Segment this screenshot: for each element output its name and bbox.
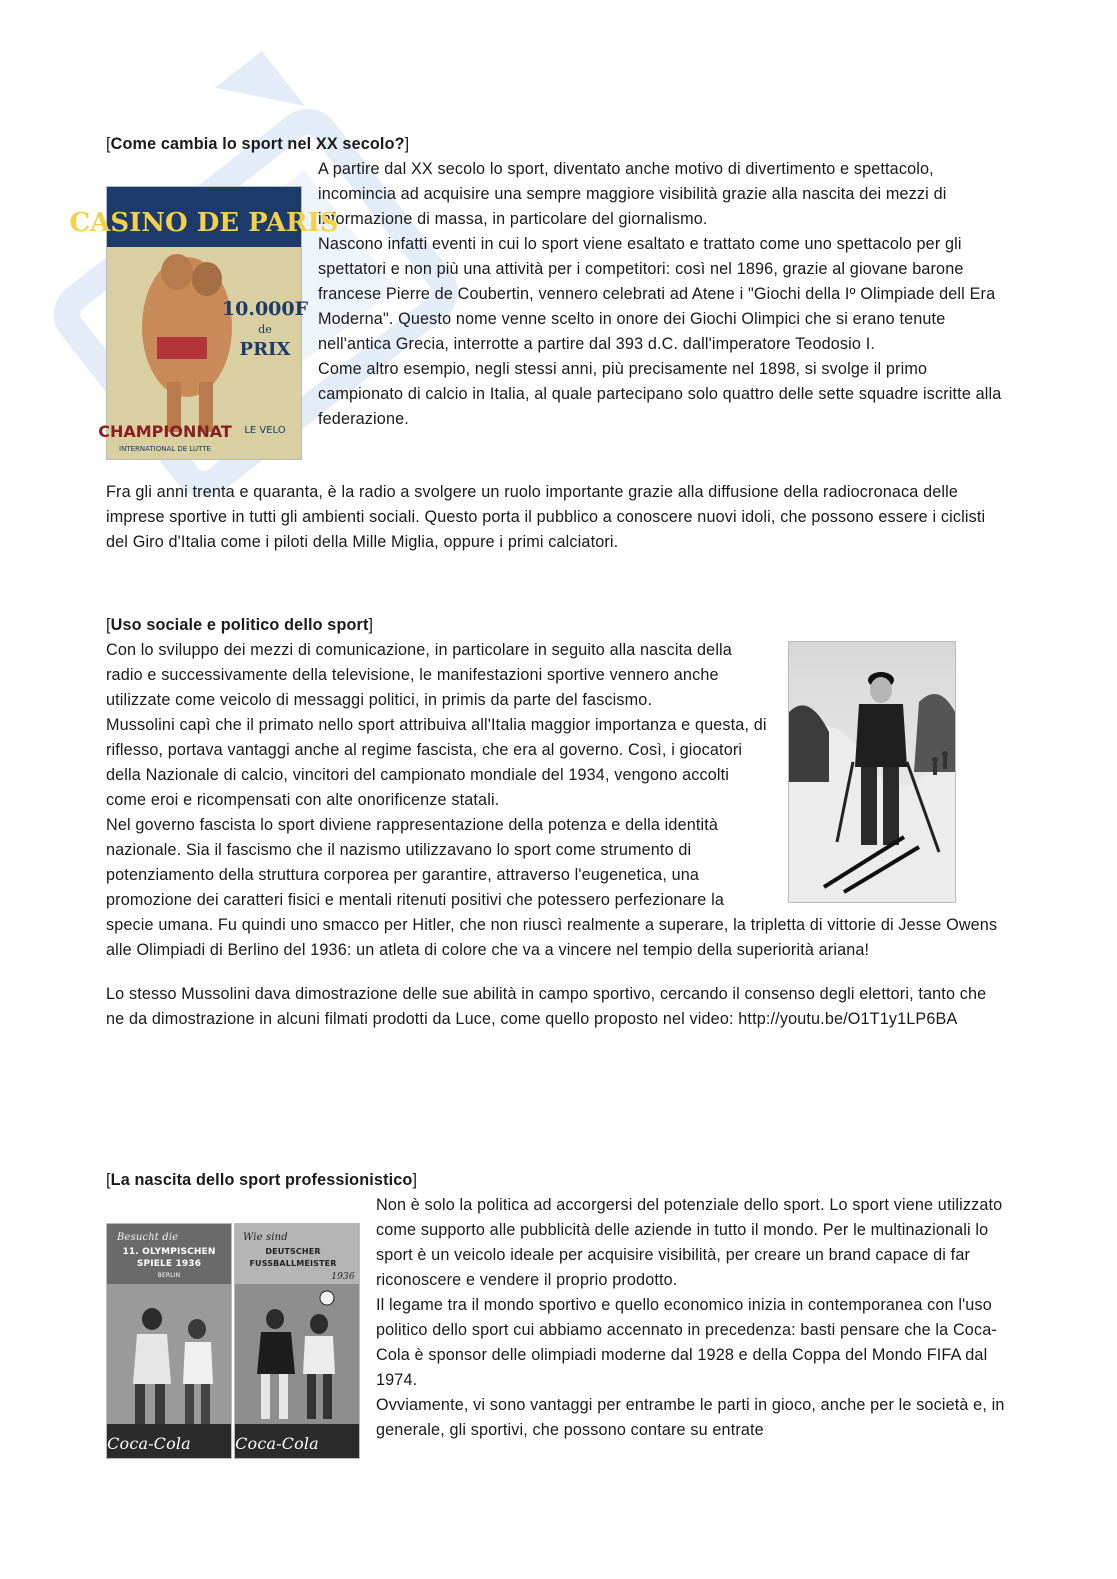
poster-brand: Coca-Cola [107, 1434, 191, 1453]
poster-line1: Wie sind [243, 1232, 288, 1243]
poster-year: 1936 [331, 1272, 355, 1282]
poster-casino-de-paris-visible [69, 186, 339, 460]
poster-city: BERLIN [157, 1272, 181, 1279]
section-heading: [La nascita dello sport professionistico] [106, 1171, 418, 1189]
svg-text:de: de [258, 323, 272, 336]
paragraph: Come altro esempio, negli stessi anni, più precisamente nel 1898, si svolge il primo campionato di calcio in Italia, al quale partecipano solo quattro delle sette squadre iscritte alla federazione. [318, 360, 1002, 428]
svg-text:CHAMPIONNAT: CHAMPIONNAT [98, 422, 232, 441]
poster-brand: Coca-Cola [235, 1434, 319, 1453]
paragraph: A partire dal XX secolo lo sport, diventato anche motivo di divertimento e spettacolo, incomincia ad acquisire una sempre maggiore visibilità grazie alla nascita dei mezzi di informazione di massa, in particolare del giornalismo. [318, 160, 947, 228]
section-heading: [Uso sociale e politico dello sport] [106, 616, 374, 634]
poster-line2: 11. OLYMPISCHEN [122, 1247, 216, 1257]
paragraph: Ovviamente, vi sono vantaggi per entrambe le parti in gioco, anche per le società e, in generale, gli sportivi, che possono contare su entrate [376, 1396, 1005, 1439]
section-uso-sociale [106, 613, 1006, 1032]
section-sport-professionistico [106, 1168, 1006, 1459]
poster-line3: SPIELE 1936 [136, 1259, 202, 1269]
svg-text:PRIX: PRIX [239, 339, 291, 360]
section-sport-xx-secolo [106, 132, 1006, 157]
poster-fussballmeister [234, 1223, 360, 1459]
paragraph: Mussolini capì che il primato nello sport attribuiva all'Italia maggior importanza e questa, di riflesso, portava vantaggi anche al regime fascista, che era al governo. Così, i giocatori della Nazionale di calcio, vincitori del campionato mondiale del 1934, vengono accolti come eroi e ricompensati con alte onorificenze statali. [106, 716, 767, 809]
paragraph: Fra gli anni trenta e quaranta, è la radio a svolgere un ruolo importante grazie alla diffusione della radiocronaca delle imprese sportive in tutti gli ambienti sociali. Questo porta il pubblico a conoscere nuovi idoli, che possono essere i ciclisti del Giro d'Italia come i piloti della Mille Miglia, oppure i primi calciatori. [106, 483, 986, 551]
paragraph: Il legame tra il mondo sportivo e quello economico inizia in contemporanea con l'uso politico dello sport cui abbiamo accennato in precedenza: basti pensare che la Coca-Cola è sponsor delle olimpiadi moderne dal 1928 e della Coppa del Mondo FIFA dal 1974. [376, 1296, 997, 1389]
paragraph: Con lo sviluppo dei mezzi di comunicazione, in particolare in seguito alla nascita della radio e successivamente della televisione, le manifestazioni sportive vennero anche utilizzate come veicolo di messaggi politici, in primis da parte del fascismo. [106, 641, 732, 709]
poster-olympische-spiele [106, 1223, 232, 1459]
coca-cola-posters [106, 1223, 358, 1459]
photo-mussolini-skiing [788, 641, 956, 903]
paragraph: Non è solo la politica ad accorgersi del potenziale dello sport. Lo sport viene utilizzato come supporto alle pubblicità delle aziende in tutto il mondo. Per le multinazionali lo sport è un veicolo ideale per acquisire visibilità, per creare un brand capace di far riconoscere e vendere il proprio prodotto. [376, 1196, 1003, 1289]
svg-text:INTERNATIONAL DE LUTTE: INTERNATIONAL DE LUTTE [119, 445, 211, 453]
poster-title: CASINO DE PARIS [69, 208, 339, 238]
paragraph: Nascono infatti eventi in cui lo sport viene esaltato e trattato come uno spettacolo per gli spettatori e non più una attività per i competitori: così nel 1896, grazie al giovane barone francese Pierre de Coubertin, vennero celebrati ad Atene i "Giochi della Iº Olimpiade dell Era Moderna". Questo nome venne scelto in onore dei Giochi Olimpici che si erano tenute nell'antica Grecia, interrotte a partire dal 393 d.C. dall'imperatore Teodosio I. [318, 235, 996, 353]
svg-text:10.000F: 10.000F [221, 298, 309, 320]
paragraph: Lo stesso Mussolini dava dimostrazione delle sue abilità in campo sportivo, cercando il consenso degli elettori, tanto che ne da dimostrazione in alcuni filmati prodotti da Luce, come quello proposto nel video: http://youtu.be/O1T1y1LP6BA [106, 985, 987, 1028]
poster-line1: Besucht die [117, 1232, 179, 1243]
section-heading: [Come cambia lo sport nel XX secolo?] [106, 135, 410, 153]
poster-line2: DEUTSCHER [265, 1247, 321, 1256]
poster-line3: FUSSBALLMEISTER [249, 1259, 337, 1268]
paragraph: Nel governo fascista lo sport diviene rappresentazione della potenza e della identità nazionale. Sia il fascismo che il nazismo utilizzavano lo sport come strumento di potenziamento della struttura corporea per garantire, attraverso l'eugenetica, una promozione dei caratteri fisici e mentali ritenuti positivi che potessero perfezionare la specie umana. Fu quindi uno smacco per Hitler, che non riuscì realmente a superare, la tripletta di vittorie di Jesse Owens alle Olimpiadi di Berlino del 1936: un atleta di colore che va a vincere nel tempio della superiorità ariana! [106, 816, 998, 959]
svg-text:LE VELO: LE VELO [244, 425, 286, 436]
